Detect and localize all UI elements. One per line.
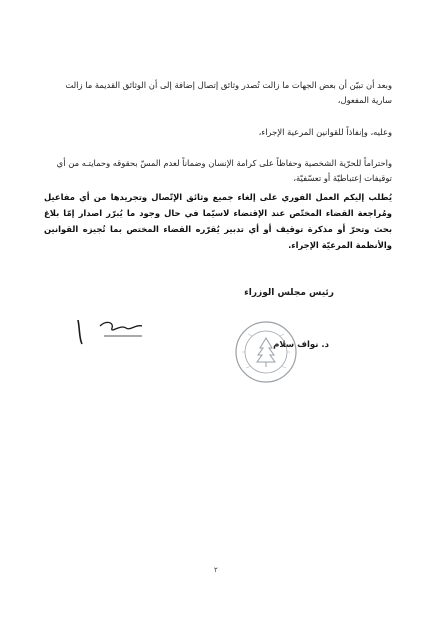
paragraph-personal-freedom: واحتراماً للحرّية الشخصية وحفاظاً على كرامة الإنسان وضماناً لعدم المسّ بحقوقه وحمايتـه من أي توقيفات إعتباطيّة أو تعسّفيّة، [56,158,392,183]
signer-name: د. نواف سلام [273,340,329,350]
handwritten-signature [70,312,150,348]
paragraph-enforcement: وعليه، وإنفاذاً للقوانين المرعية الإجراء، [258,127,392,137]
paragraph-request: يُطلب إليكم العمل الفوري على إلغاء جميع وثائق الإتّصال وتجريدها من أي مفاعيل ومُراجعة القضاء المختّص عند الإقتضاء لاسيّما في حال وجود ما يُبرّر اصدار إمّا بلاغ بحث وتحرّ أو مذكرة توقيف أو أي تدبير يُقرّره القضاء المختص بما تُجيزه القوانين والأنظمة المرعيّة الإجراء. [44,192,392,250]
paragraph-old-documents: وبعد أن تبيّن أن بعض الجهات ما زالت تُصدر وثائق إتصال إضافة إلى أن الوثائق القديمة ما زالت سارية المفعول، [65,80,392,105]
page-number: ٢ [214,566,218,574]
official-stamp [234,320,298,384]
signature-title: رئيس مجلس الوزراء [244,288,334,298]
